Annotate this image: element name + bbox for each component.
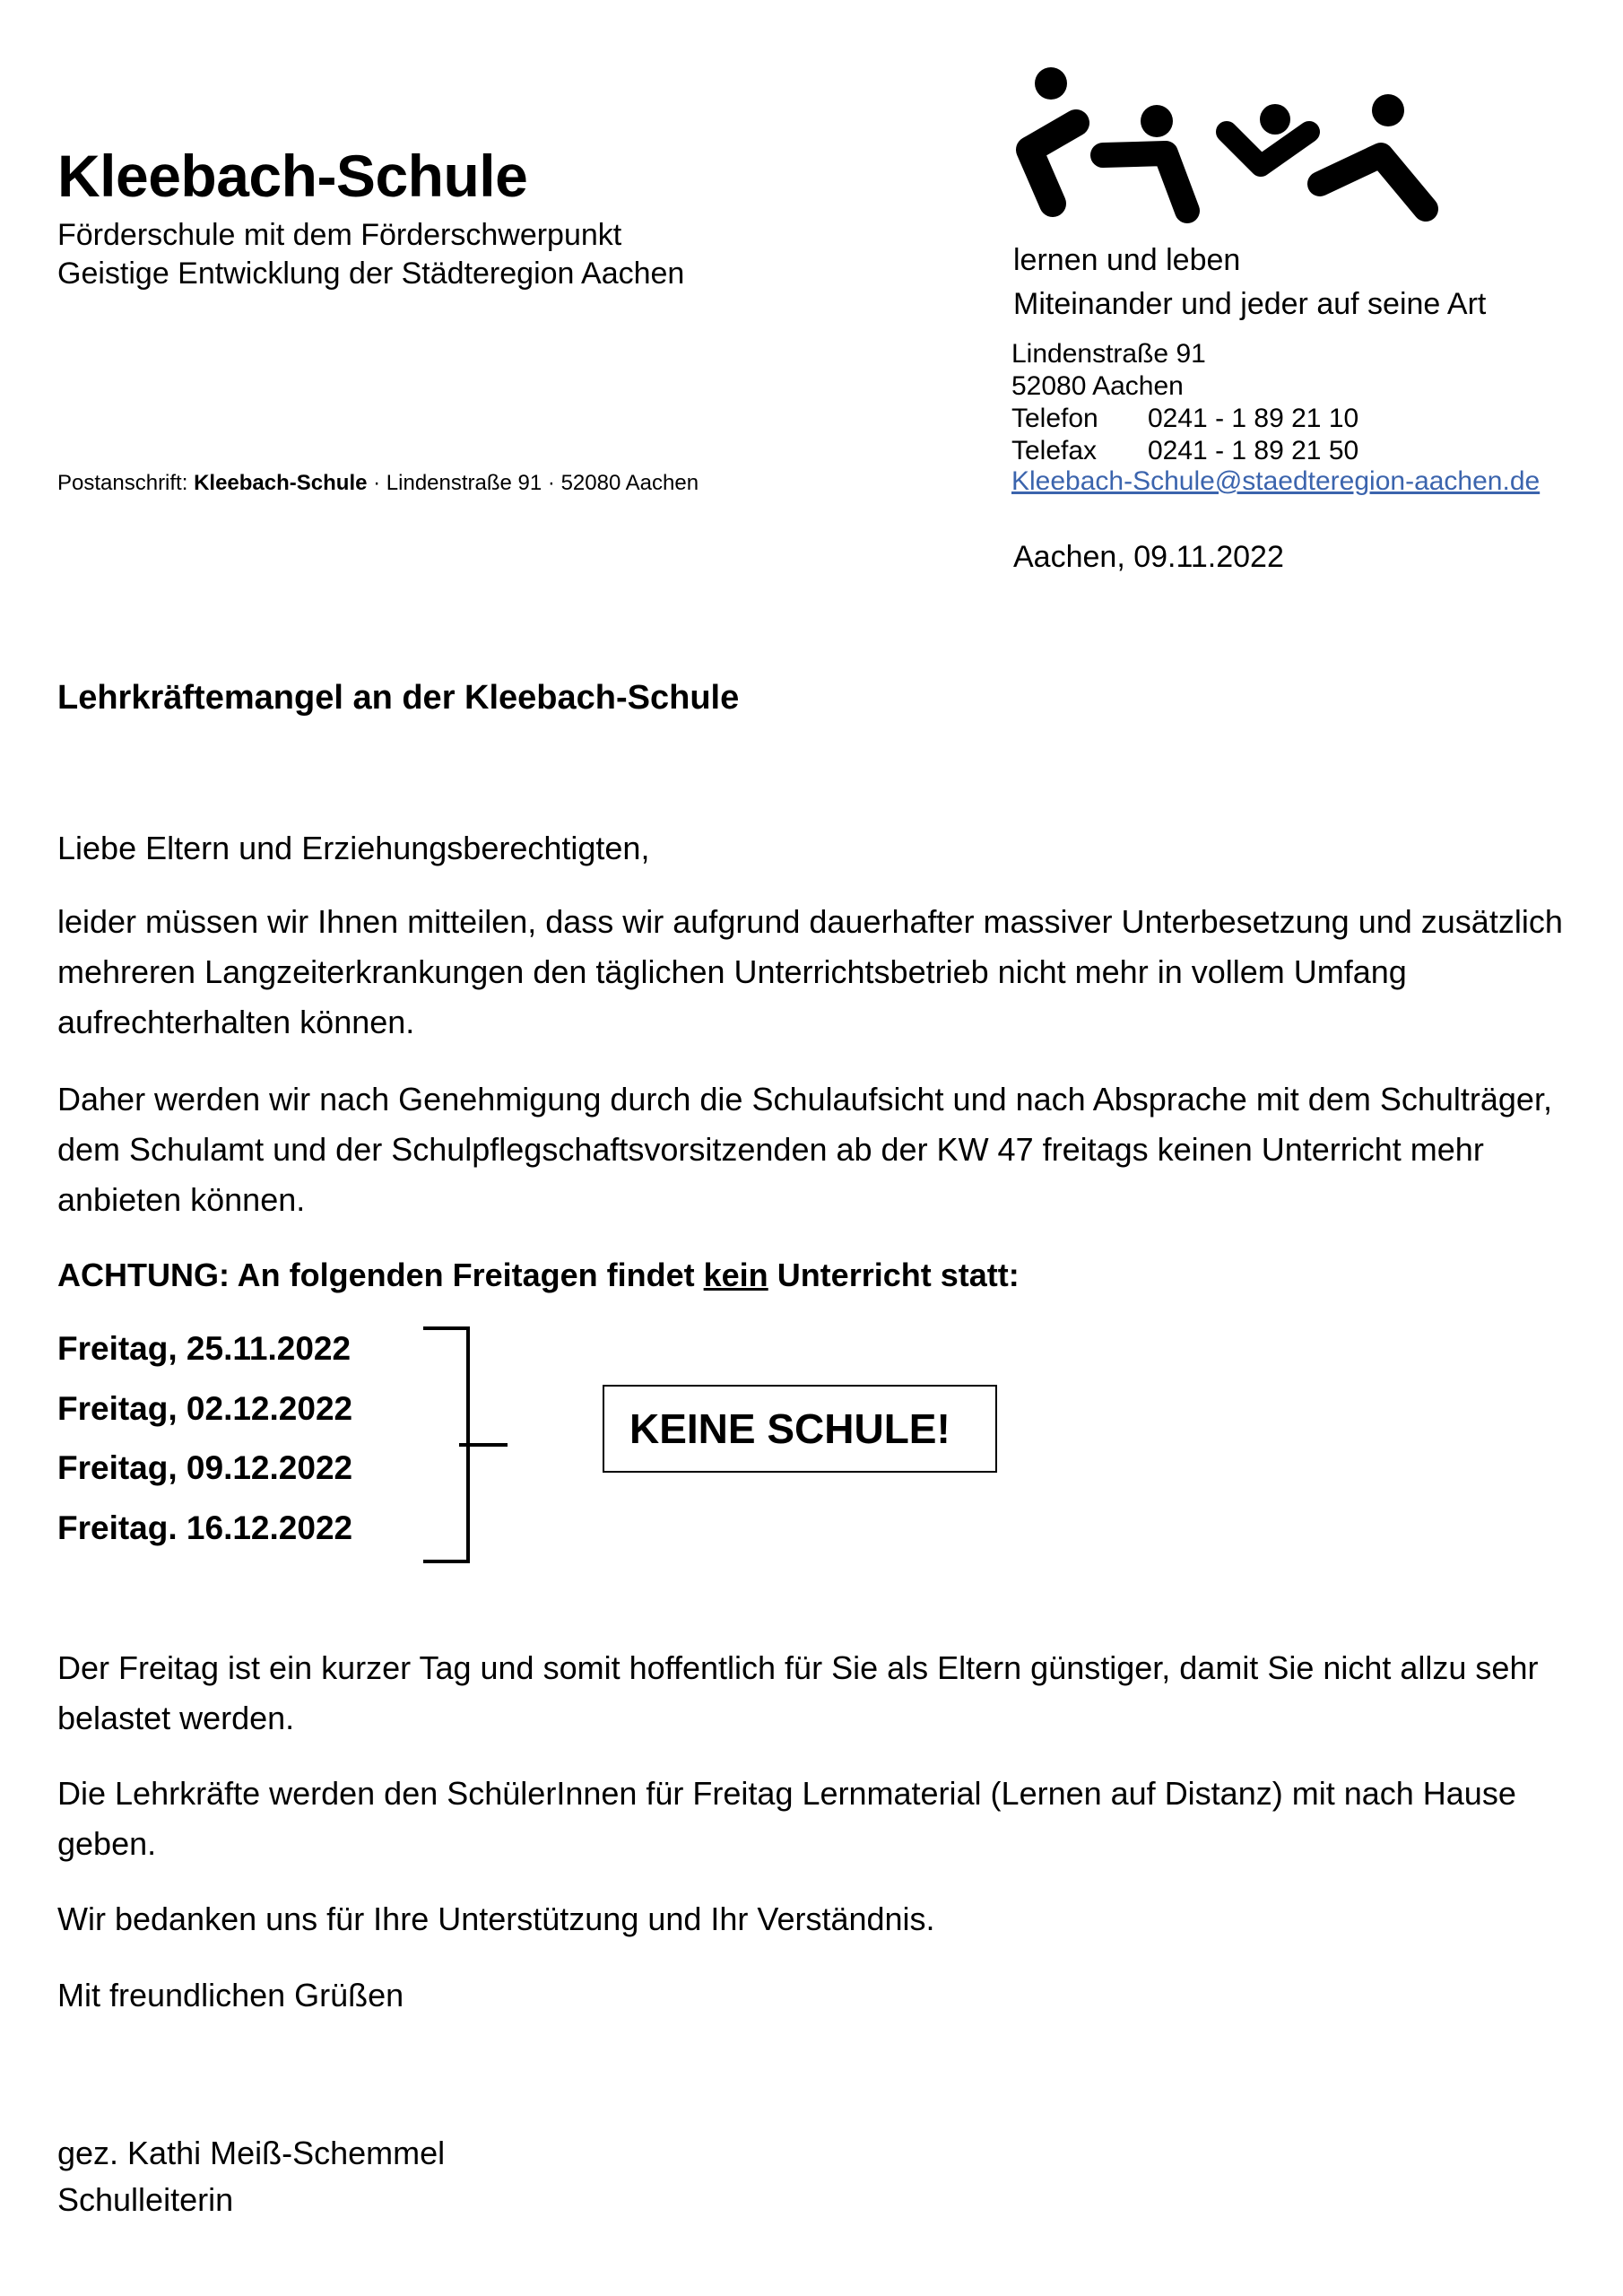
postal-school-name: Kleebach-Schule <box>194 471 368 495</box>
four-figures-logo-icon <box>1013 58 1444 229</box>
postal-prefix: Postanschrift: <box>57 471 195 495</box>
address-phone <box>1011 404 1358 434</box>
phone-label: Telefon <box>1011 404 1098 433</box>
signature-role: Schulleiterin <box>57 2181 234 2218</box>
list-item: Freitag. 16.12.2022 <box>57 1509 353 1546</box>
slogan-line2: Miteinander und jeder auf seine Art <box>1013 287 1487 321</box>
paragraph-5: Wir bedanken uns für Ihre Unterstützung und Ihr Verständnis. <box>57 1900 935 1937</box>
signature-name: gez. Kathi Meiß-Schemmel <box>57 2135 446 2171</box>
address-street: Lindenstraße 91 <box>1011 339 1206 369</box>
paragraph-1: leider müssen wir Ihnen mitteilen, dass wir aufgrund dauerhafter massiver Unterbesetzung und zusätzlich mehreren Langzeiterkrankungen den täglichen Unterrichtsbetrieb nicht mehr in vollem Umfang aufrechterhalten können. <box>57 903 1563 1040</box>
list-item: Freitag, 02.12.2022 <box>57 1389 353 1427</box>
postal-rest: · Lindenstraße 91 · 52080 Aachen <box>367 471 699 495</box>
letter-date: Aachen, 09.11.2022 <box>1013 540 1284 574</box>
address-fax <box>1011 436 1358 466</box>
achtung-underlined: kein <box>703 1257 768 1293</box>
phone-number: 0241 - 1 89 21 10 <box>1148 404 1359 433</box>
no-school-box <box>603 1385 997 1473</box>
fax-label: Telefax <box>1011 436 1098 465</box>
list-item: Freitag, 09.12.2022 <box>57 1449 353 1486</box>
school-name: Kleebach-Schule <box>57 143 528 209</box>
school-subtitle-line2: Geistige Entwicklung der Städteregion Aachen <box>57 257 685 291</box>
fax-number: 0241 - 1 89 21 50 <box>1148 436 1359 465</box>
email-link[interactable]: Kleebach-Schule@staedteregion-aachen.de <box>1011 466 1541 496</box>
address-city: 52080 Aachen <box>1011 371 1184 401</box>
postal-address <box>57 471 699 496</box>
paragraph-3: Der Freitag ist ein kurzer Tag und somit hoffentlich für Sie als Eltern günstiger, damit Sie nicht allzu sehr belastet werden. <box>57 1649 1539 1736</box>
paragraph-2: Daher werden wir nach Genehmigung durch die Schulaufsicht und nach Absprache mit dem Schulträger, dem Schulamt und der Schulpflegschaftsvorsitzenden ab der KW 47 freitags keinen Unterricht mehr anbieten können. <box>57 1081 1552 1218</box>
achtung-after: Unterricht statt: <box>768 1257 1020 1293</box>
paragraph-4: Die Lehrkräfte werden den SchülerInnen für Freitag Lernmaterial (Lernen auf Distanz) mit nach Hause geben. <box>57 1775 1516 1862</box>
closing: Mit freundlichen Grüßen <box>57 1977 404 2013</box>
school-subtitle-line1: Förderschule mit dem Förderschwerpunkt <box>57 218 622 252</box>
list-item: Freitag, 25.11.2022 <box>57 1330 352 1367</box>
achtung-before: ACHTUNG: An folgenden Freitagen findet <box>57 1257 704 1293</box>
achtung-notice <box>57 1250 1573 1300</box>
slogan-line1: lernen und leben <box>1013 243 1241 277</box>
letter-subject: Lehrkräftemangel an der Kleebach-Schule <box>57 679 740 717</box>
cancelled-dates-list <box>57 1324 352 1562</box>
salutation: Liebe Eltern und Erziehungsberechtigten, <box>57 830 650 866</box>
bracket-connector <box>421 1326 520 1564</box>
no-school-label: KEINE SCHULE! <box>629 1405 950 1452</box>
